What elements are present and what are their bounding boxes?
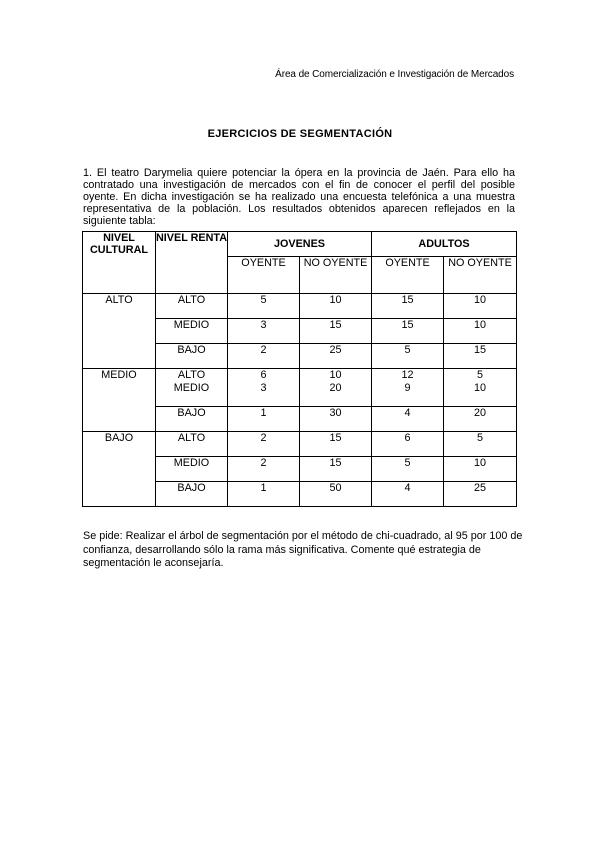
cell-jovenes-oyente [228,369,300,407]
cell-renta: MEDIO [156,319,228,344]
cell-jovenes-oyente: 5 [228,294,300,319]
header-nivel-cultural [83,232,156,294]
cell-line: 10 [474,382,487,394]
cell-jovenes-oyente: 2 [228,432,300,457]
cell-line: 5 [477,369,484,381]
cell-adultos-oyente: 5 [372,344,444,369]
cell-line: 20 [329,382,342,394]
cell-nivel-cultural: MEDIO [83,369,156,432]
table-row [83,432,517,457]
subheader-adultos-no-oyente: NO OYENTE [444,257,517,294]
cell-jovenes-no-oyente: 15 [300,432,372,457]
cell-adultos-oyente: 15 [372,294,444,319]
cell-line: 10 [329,369,342,381]
cell-adultos-no-oyente [444,369,517,407]
cell-nivel-cultural: ALTO [83,294,156,369]
header-nivel-cultural-text: NIVEL CULTURAL [90,232,148,256]
cell-jovenes-oyente: 3 [228,319,300,344]
header-nivel-renta-text: NIVEL RENTA [156,232,227,244]
cell-adultos-oyente: 4 [372,407,444,432]
cell-jovenes-oyente: 2 [228,344,300,369]
cell-jovenes-oyente: 2 [228,457,300,482]
cell-adultos-no-oyente: 20 [444,407,517,432]
cell-nivel-cultural: BAJO [83,432,156,507]
cell-adultos-no-oyente: 5 [444,432,517,457]
cell-adultos-oyente: 15 [372,319,444,344]
task-statement: Se pide: Realizar el árbol de segmentación por el método de chi-cuadrado, al 95 por 100 de confianza, desarrollando sólo la rama más significativa. Comente qué estrategia de segmentación le aconsejaría. [83,530,523,569]
cell-jovenes-no-oyente: 10 [300,294,372,319]
cell-renta: MEDIO [156,457,228,482]
cell-adultos-no-oyente: 10 [444,294,517,319]
cell-adultos-no-oyente: 10 [444,319,517,344]
cell-jovenes-oyente: 1 [228,482,300,507]
cell-jovenes-no-oyente: 15 [300,457,372,482]
header-jovenes: JOVENES [228,232,372,257]
cell-line: 12 [401,369,414,381]
cell-renta: BAJO [156,407,228,432]
page-header: Área de Comercialización e Investigación de Mercados [275,69,514,80]
cell-line: ALTO [177,369,206,381]
table-body [83,294,517,507]
cell-renta: ALTO [156,432,228,457]
cell-jovenes-oyente: 1 [228,407,300,432]
cell-renta [156,369,228,407]
cell-line: MEDIO [173,382,210,394]
cell-renta: BAJO [156,482,228,507]
subheader-jovenes-no-oyente: NO OYENTE [300,257,372,294]
subheader-jovenes-oyente: OYENTE [228,257,300,294]
cell-jovenes-no-oyente: 15 [300,319,372,344]
cell-adultos-oyente [372,369,444,407]
header-nivel-renta [156,232,228,294]
cell-jovenes-no-oyente: 25 [300,344,372,369]
cell-renta: ALTO [156,294,228,319]
cell-jovenes-no-oyente: 30 [300,407,372,432]
cell-adultos-no-oyente: 10 [444,457,517,482]
table-row [83,294,517,319]
cell-line: 9 [404,382,411,394]
cell-jovenes-no-oyente [300,369,372,407]
cell-adultos-no-oyente: 15 [444,344,517,369]
cell-adultos-no-oyente: 25 [444,482,517,507]
header-adultos: ADULTOS [372,232,517,257]
cell-jovenes-no-oyente: 50 [300,482,372,507]
cell-line: 6 [260,369,267,381]
cell-adultos-oyente: 4 [372,482,444,507]
subheader-adultos-oyente: OYENTE [372,257,444,294]
cell-adultos-oyente: 6 [372,432,444,457]
intro-paragraph: 1. El teatro Darymelia quiere potenciar la ópera en la provincia de Jaén. Para ello ha contratado una investigación de mercados con el fin de conocer el perfil del posible oyente. En dicha investigación se ha realizado una encuesta telefónica a una muestra representativa de la población. Los resultados obtenidos aparecen reflejados en la siguiente tabla: [83,167,515,227]
cell-adultos-oyente: 5 [372,457,444,482]
table-row [83,369,517,407]
cell-line: 3 [260,382,267,394]
cell-renta: BAJO [156,344,228,369]
results-table [82,231,517,507]
page-title: EJERCICIOS DE SEGMENTACIÓN [207,128,393,140]
